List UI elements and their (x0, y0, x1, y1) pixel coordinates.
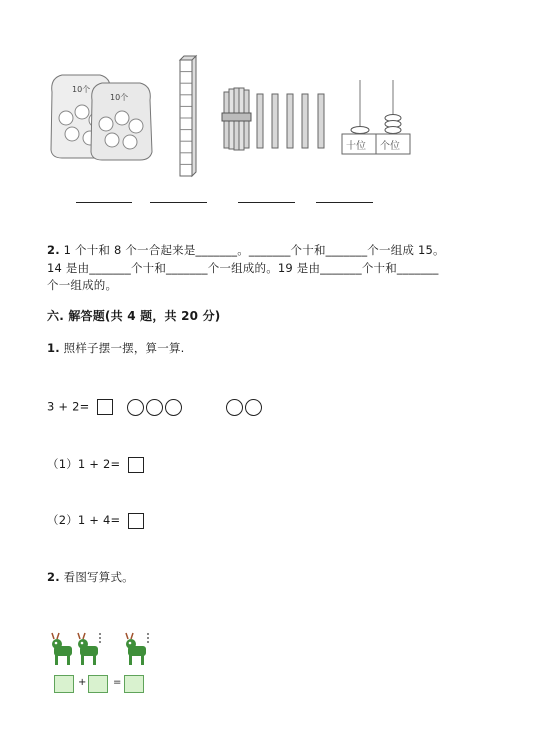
circle-icon (226, 399, 243, 416)
answer-blank[interactable] (150, 202, 207, 203)
problem-2-heading (47, 569, 134, 585)
question-text: 1 个十和 8 个一合起来是_______。_______个十和_______个一组成 15。 (63, 243, 445, 257)
deer-picture (48, 630, 158, 668)
bag-label-1: 10个 (72, 85, 91, 94)
answer-box[interactable] (128, 457, 144, 473)
deer-icon (126, 633, 146, 665)
abacus-tens-label: 十位 (346, 141, 366, 152)
section-heading: 六. 解答题(共 4 题，共 20 分) (47, 309, 221, 323)
circle-icon (146, 399, 163, 416)
dots-icon (99, 633, 149, 643)
deer-icon (52, 633, 72, 665)
answer-box-green[interactable] (124, 675, 144, 693)
abacus-icon (342, 80, 410, 154)
problem-1-heading (47, 340, 185, 356)
question-text: 个一组成的。 (47, 278, 118, 292)
sub-question-text: （1）1 + 2= (47, 457, 121, 471)
problem-text: 看图写算式。 (63, 570, 134, 584)
problem-number: 1. (47, 341, 60, 355)
question-2-line-1 (47, 242, 445, 258)
circle-icon (127, 399, 144, 416)
answer-blank[interactable] (238, 202, 295, 203)
bag-of-ten-icon (91, 83, 152, 160)
circle-group-three (127, 399, 180, 416)
answer-box[interactable] (97, 399, 113, 415)
question-number: 2. (47, 243, 60, 257)
example-expression: 3 + 2= (47, 399, 90, 414)
answer-box-green[interactable] (54, 675, 74, 693)
problem-number: 2. (47, 570, 60, 584)
answer-box-green[interactable] (88, 675, 108, 693)
deer-icon (78, 633, 98, 665)
equals-sign: = (113, 677, 122, 688)
problem-text: 照样子摆一摆，算一算. (63, 341, 185, 355)
answer-blank[interactable] (76, 202, 132, 203)
answer-blank[interactable] (316, 202, 373, 203)
circle-icon (165, 399, 182, 416)
picture-row (0, 0, 540, 215)
abacus-ones-label: 个位 (380, 141, 400, 152)
answer-box[interactable] (128, 513, 144, 529)
example-equation (47, 399, 113, 415)
sub-question-text: （2）1 + 4= (47, 513, 121, 527)
bag-label-2: 10个 (110, 93, 129, 102)
circle-icon (245, 399, 262, 416)
question-2-line-2 (47, 260, 439, 276)
question-2-line-3 (47, 277, 117, 293)
circle-group-two (226, 399, 260, 416)
stick-bundle-icon (222, 88, 251, 150)
sub-question-2 (47, 512, 144, 529)
sub-question-1 (47, 456, 144, 473)
ten-block-rod-icon (180, 56, 196, 176)
single-stick-icon (257, 94, 324, 148)
question-text: 14 是由_______个十和_______个一组成的。19 是由_______个十和_______ (47, 261, 439, 275)
plus-sign: + (78, 677, 87, 688)
